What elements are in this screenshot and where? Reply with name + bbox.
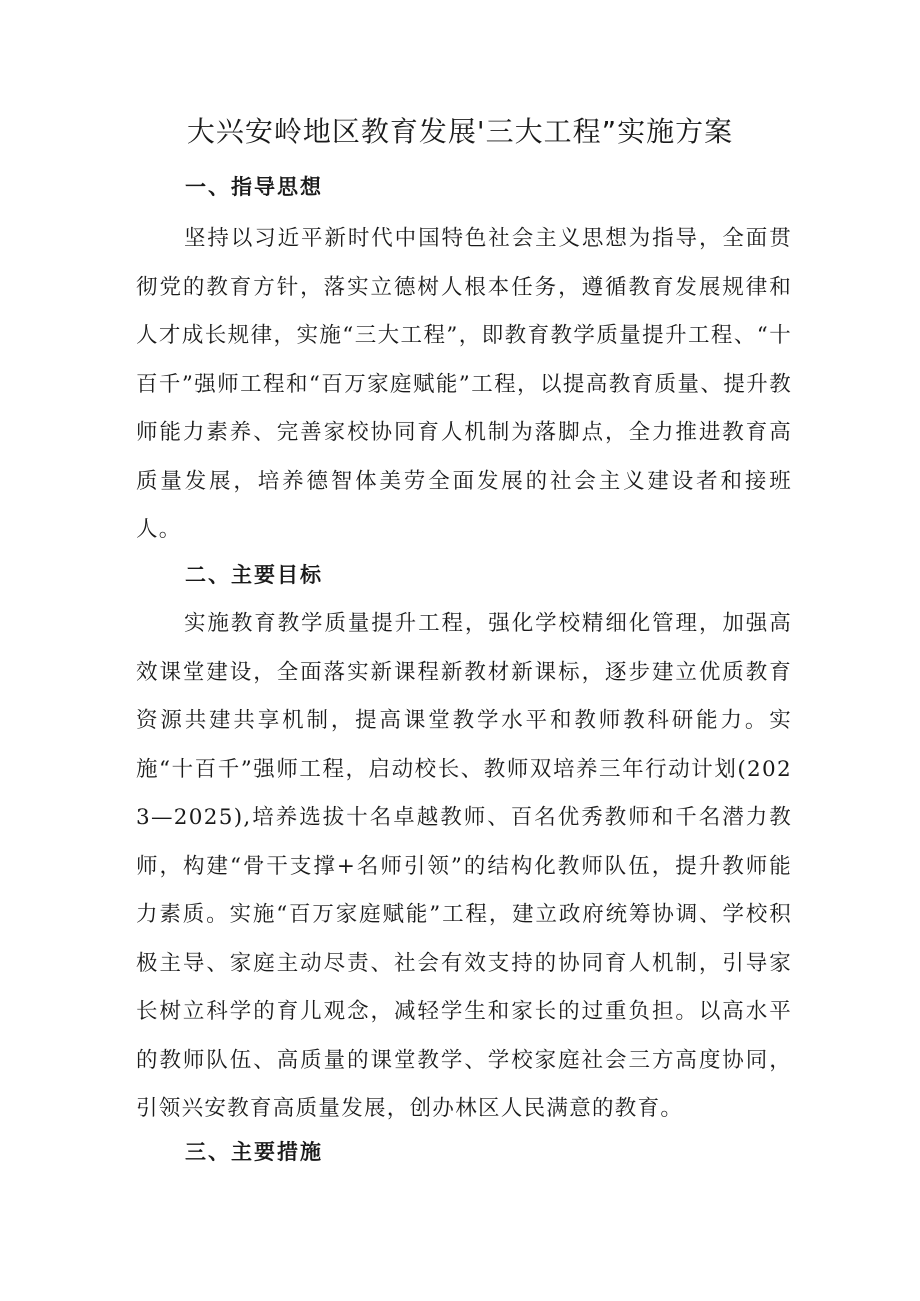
section-heading-guiding-ideology: 一、指导思想 xyxy=(185,174,323,199)
section-heading-main-measures: 三、主要措施 xyxy=(185,1139,323,1164)
section-paragraph-guiding-ideology: 坚持以习近平新时代中国特色社会主义思想为指导，全面贯彻党的教育方针，落实立德树人根本任务，遵循教育发展规律和人才成长规律，实施“三大工程”，即教育教学质量提升工程、“十百千”强师工程和“百万家庭赋能”工程，以提高教育质量、提升教师能力素养、完善家校协同育人机制为落脚点，全力推进教育高质量发展，培养德智体美劳全面发展的社会主义建设者和接班人。 xyxy=(136,226,792,542)
section-heading-main-goals: 二、主要目标 xyxy=(185,562,323,587)
document-title: 大兴安岭地区教育发展'三大工程”实施方案 xyxy=(186,115,734,148)
section-paragraph-main-goals: 实施教育教学质量提升工程，强化学校精细化管理，加强高效课堂建设，全面落实新课程新教材新课标，逐步建立优质教育资源共建共享机制，提高课堂教学水平和教师教科研能力。实施“十百千”强师工程，启动校长、教师双培养三年行动计划(2023—2025),培养选拔十名卓越教师、百名优秀教师和千名潜力教师，构建“骨干支撑+名师引领”的结构化教师队伍，提升教师能力素质。实施“百万家庭赋能”工程，建立政府统筹协调、学校积极主导、家庭主动尽责、社会有效支持的协同育人机制，引导家长树立科学的育儿观念，减轻学生和家长的过重负担。以高水平的教师队伍、高质量的课堂教学、学校家庭社会三方高度协同，引领兴安教育高质量发展，创办林区人民满意的教育。 xyxy=(136,611,792,1121)
